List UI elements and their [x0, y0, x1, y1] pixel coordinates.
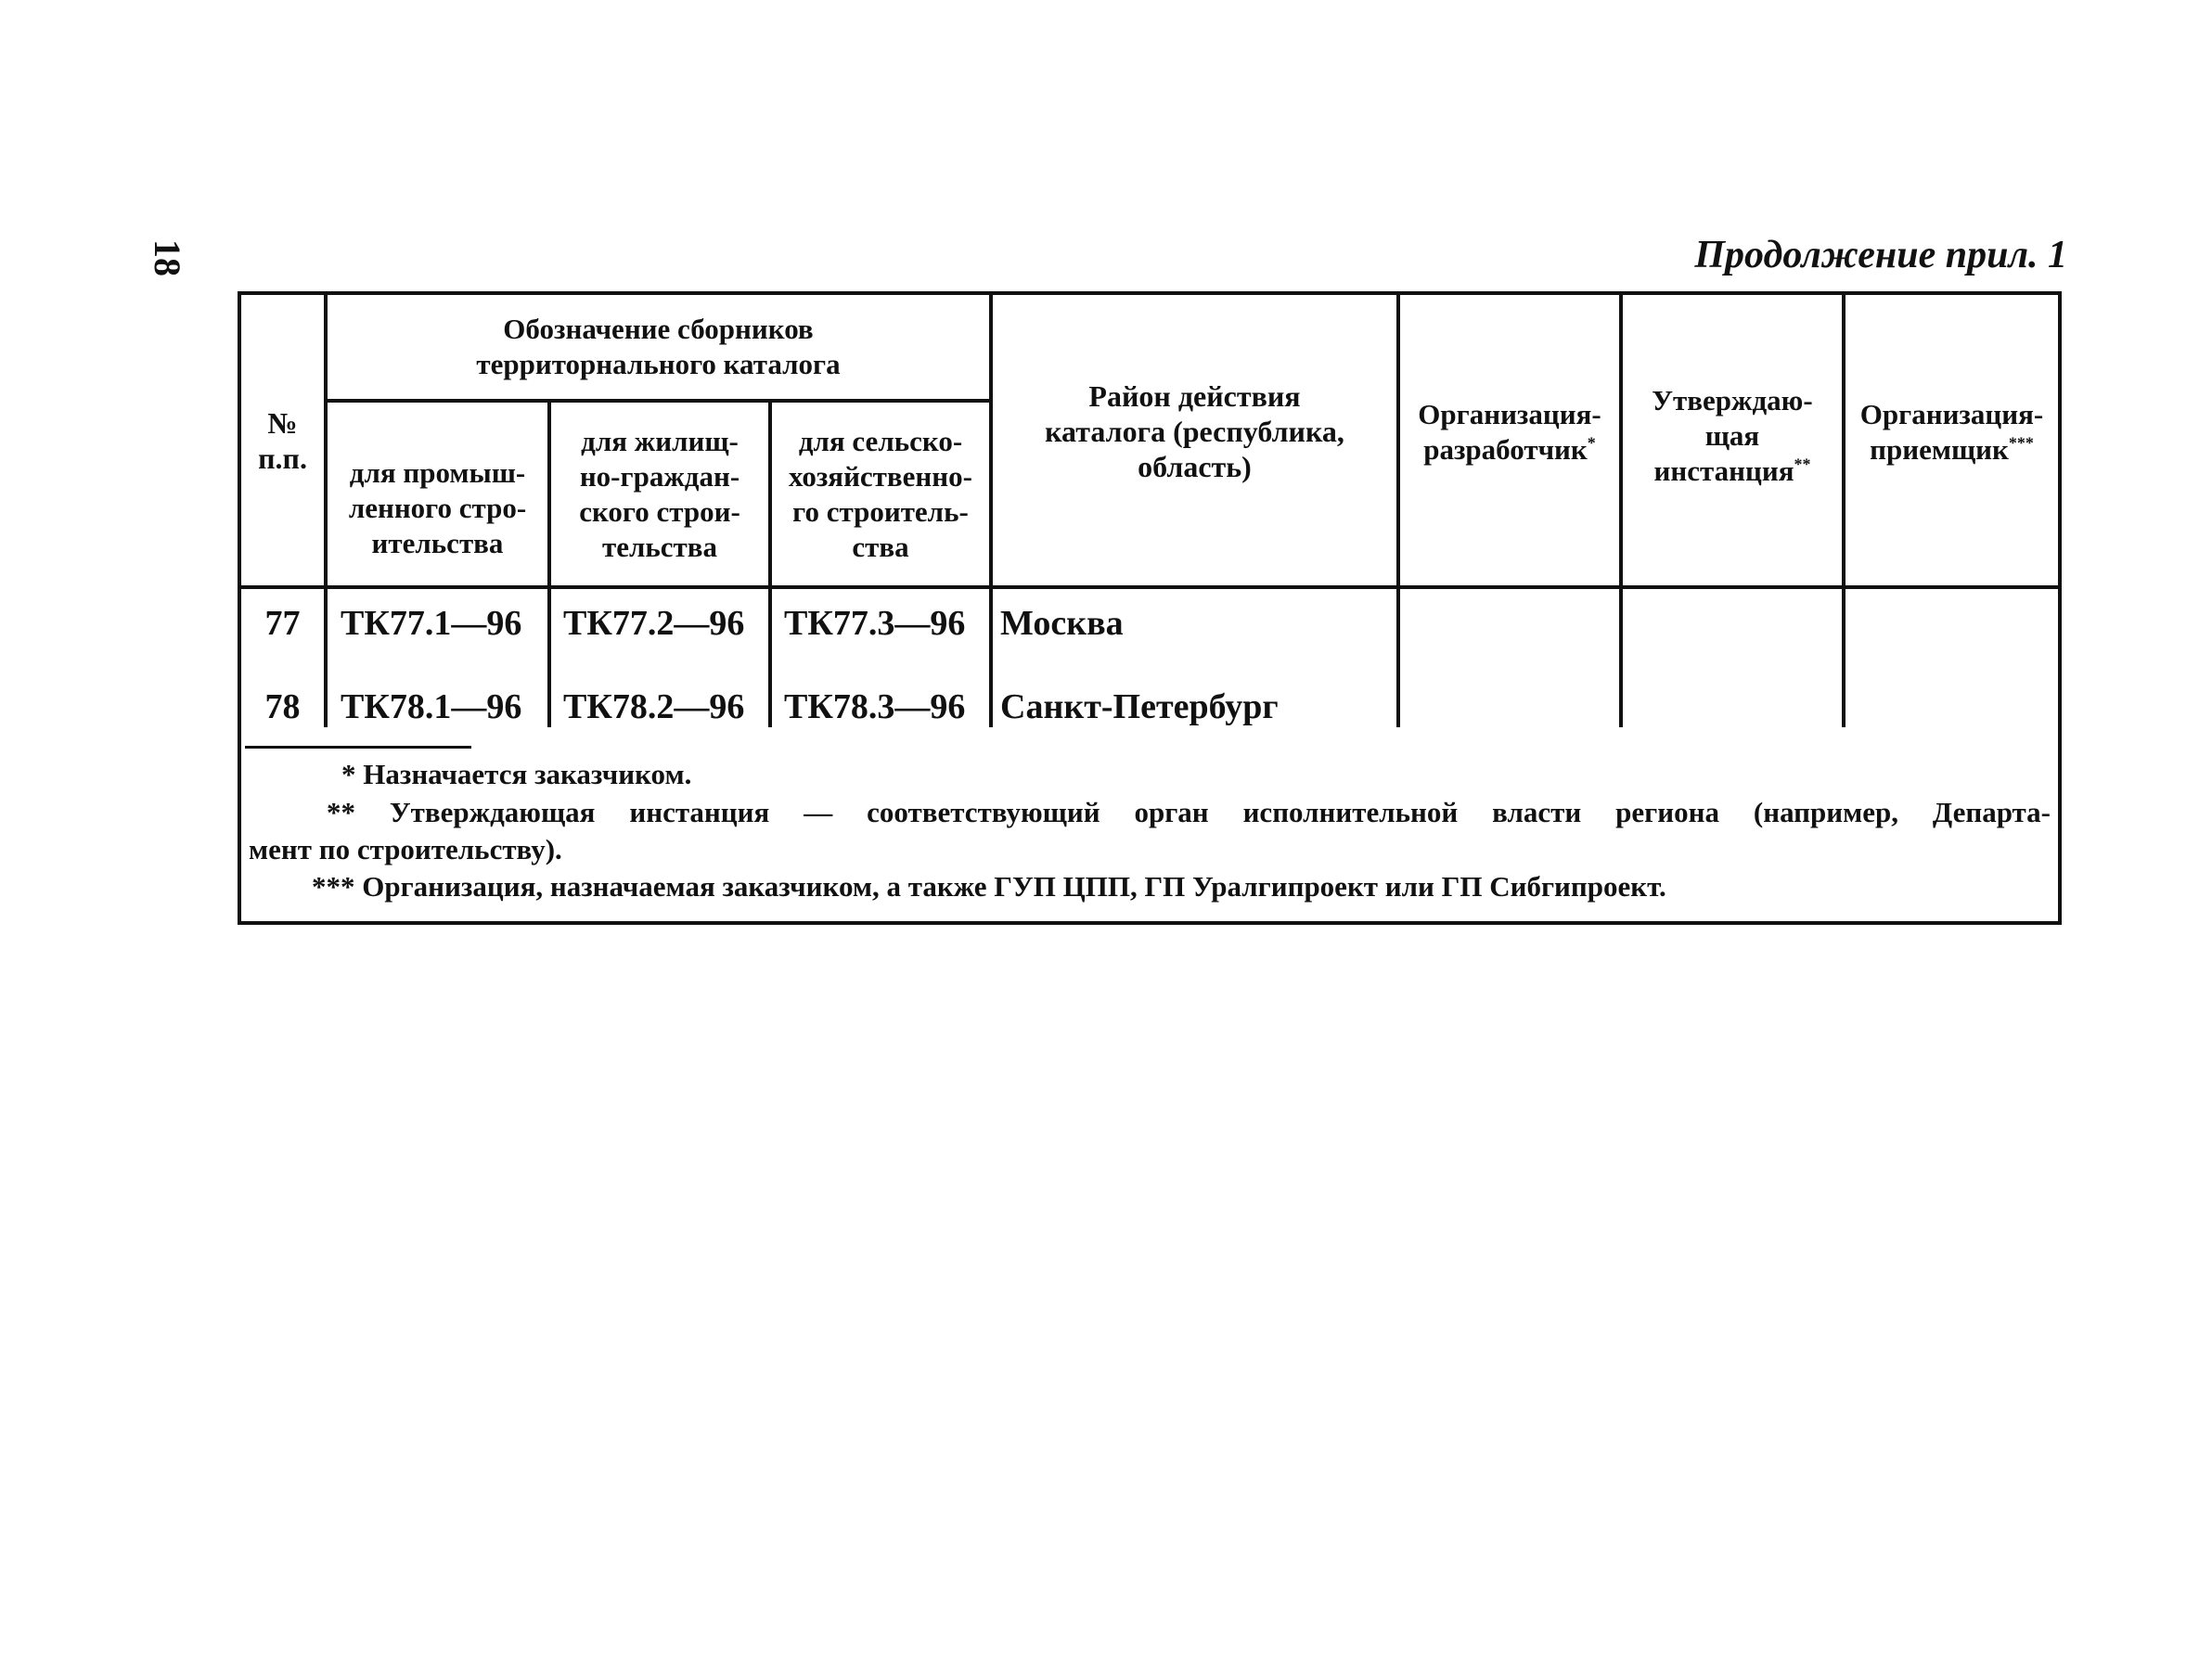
header-region: Район действия каталога (республика, область): [1045, 378, 1344, 483]
header-residential: для жилищ- но-граждан- ского строи- тельства: [579, 424, 740, 563]
header-industrial: для промыш- ленного стро- ительства: [348, 455, 527, 559]
header-developer: Организация- разработчик*: [1418, 398, 1601, 466]
page-number: 18: [147, 239, 188, 276]
cell-agricultural: ТК78.3—96: [784, 687, 966, 726]
footnote-2: ** Утверждающая инстанция — соответствующий орган исполнительной власти региона (например, Департа-: [327, 796, 2051, 828]
header-agricultural: для сельско- хозяйственно- го строитель- ства: [789, 424, 972, 563]
row-number: 78: [264, 687, 301, 726]
header-receiver: Организация- приемщик***: [1859, 398, 2044, 466]
cell-agricultural: ТК77.3—96: [784, 604, 966, 643]
header-collections-group: Обозначение сборников территорнального каталога: [476, 313, 841, 380]
cell-region: Москва: [1000, 604, 1124, 643]
cell-region: Санкт-Петербург: [1000, 687, 1279, 726]
footnote-2-continued: мент по строительству).: [249, 833, 562, 865]
cell-industrial: ТК78.1—96: [341, 687, 522, 726]
footnote-1: * Назначается заказчиком.: [341, 758, 692, 790]
continuation-title: Продолжение прил. 1: [1694, 234, 2067, 276]
table-rule: [238, 585, 2062, 589]
row-number: 77: [264, 604, 301, 643]
header-num: № п.п.: [258, 405, 307, 475]
cell-industrial: ТК77.1—96: [341, 604, 522, 643]
footnote-3: *** Организация, назначаемая заказчиком, а также ГУП ЦПП, ГП Уралгипроект или ГП Сибгипроект.: [312, 870, 1666, 903]
cell-residential: ТК78.2—96: [563, 687, 745, 726]
cell-residential: ТК77.2—96: [563, 604, 745, 643]
footnote-divider: [245, 746, 471, 749]
header-approving: Утверждаю- щая инстанция**: [1652, 384, 1813, 487]
